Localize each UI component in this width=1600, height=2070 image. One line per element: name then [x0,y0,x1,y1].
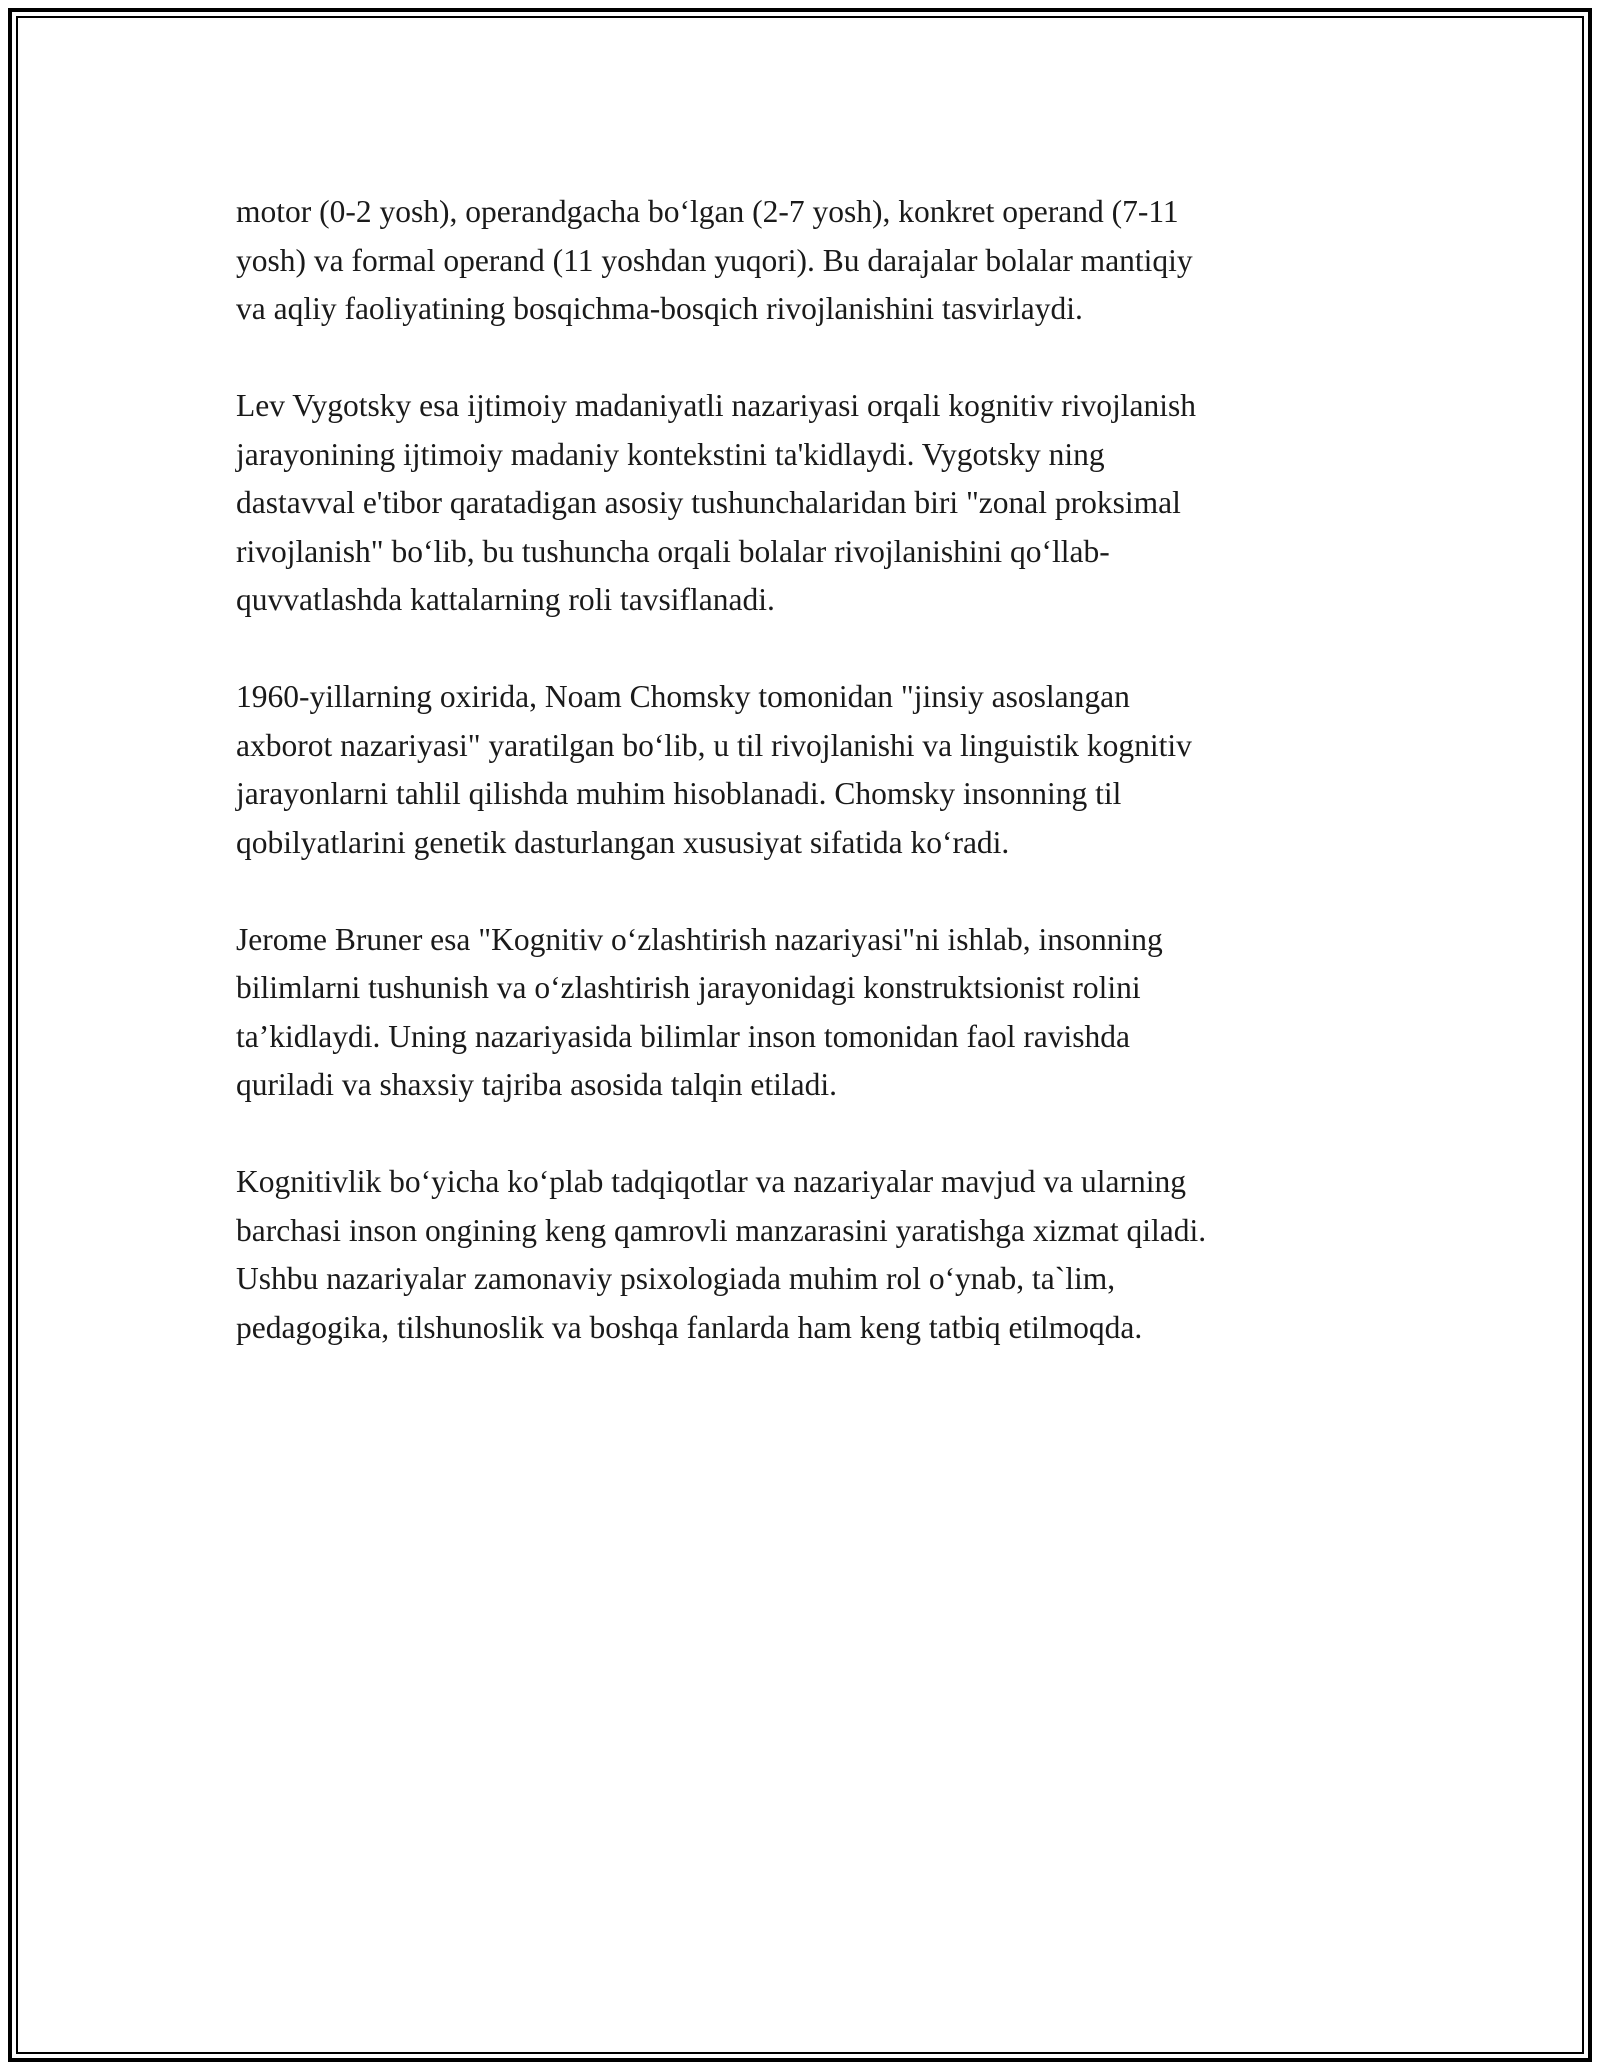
text-line: quvvatlashda kattalarning roli tavsiflanadi. [236,582,775,617]
document-body [236,188,1396,1401]
text-line: qobilyatlarini genetik dasturlangan xususiyat sifatida ko‘radi. [236,824,1010,860]
paragraph-conclusion [236,1158,1396,1352]
text-line: axborot nazariyasi" yaratilgan bo‘lib, u til rivojlanishi va linguistik kognitiv [236,727,1192,763]
text-line: motor (0-2 yosh), operandgacha bo‘lgan (2-7 yosh), konkret operand (7-11 [236,194,1179,229]
paragraph-chomsky [236,673,1396,867]
text-line: Jerome Bruner esa "Kognitiv o‘zlashtirish nazariyasi"ni ishlab, insonning [236,921,1163,957]
text-line: jarayonlarni tahlil qilishda muhim hisoblanadi. Chomsky insonning til [236,776,1122,811]
paragraph-bruner [236,916,1396,1110]
text-line: 1960-yillarning oxirida, Noam Chomsky tomonidan "jinsiy asoslangan [236,679,1130,714]
text-line: jarayonining ijtimoiy madaniy kontekstini ta'kidlaydi. Vygotsky ning [236,436,1105,472]
paragraph-piaget-stages [236,188,1396,334]
text-line: quriladi va shaxsiy tajriba asosida talqin etiladi. [236,1067,837,1102]
text-line: yosh) va formal operand (11 yoshdan yuqori). Bu darajalar bolalar mantiqiy [236,242,1193,278]
text-line: barchasi inson ongining keng qamrovli manzarasini yaratishga xizmat qiladi. [236,1212,1207,1248]
text-line: Ushbu nazariyalar zamonaviy psixologiada muhim rol o‘ynab, ta`lim, [236,1261,1116,1296]
text-line: Kognitivlik bo‘yicha ko‘plab tadqiqotlar va nazariyalar mavjud va ularning [236,1164,1186,1199]
text-line: pedagogika, tilshunoslik va boshqa fanlarda ham keng tatbiq etilmoqda. [236,1309,1143,1345]
text-line: dastavval e'tibor qaratadigan asosiy tushunchalaridan biri "zonal proksimal [236,485,1181,520]
text-line: va aqliy faoliyatining bosqichma-bosqich rivojlanishini tasvirlaydi. [236,291,1083,326]
text-line: bilimlarni tushunish va o‘zlashtirish jarayonidagi konstruktsionist rolini [236,970,1141,1005]
text-line: ta’kidlaydi. Uning nazariyasida bilimlar inson tomonidan faol ravishda [236,1018,1131,1054]
paragraph-vygotsky [236,382,1396,625]
text-line: rivojlanish" bo‘lib, bu tushuncha orqali bolalar rivojlanishini qo‘llab- [236,533,1110,569]
text-line: Lev Vygotsky esa ijtimoiy madaniyatli nazariyasi orqali kognitiv rivojlanish [236,388,1196,423]
